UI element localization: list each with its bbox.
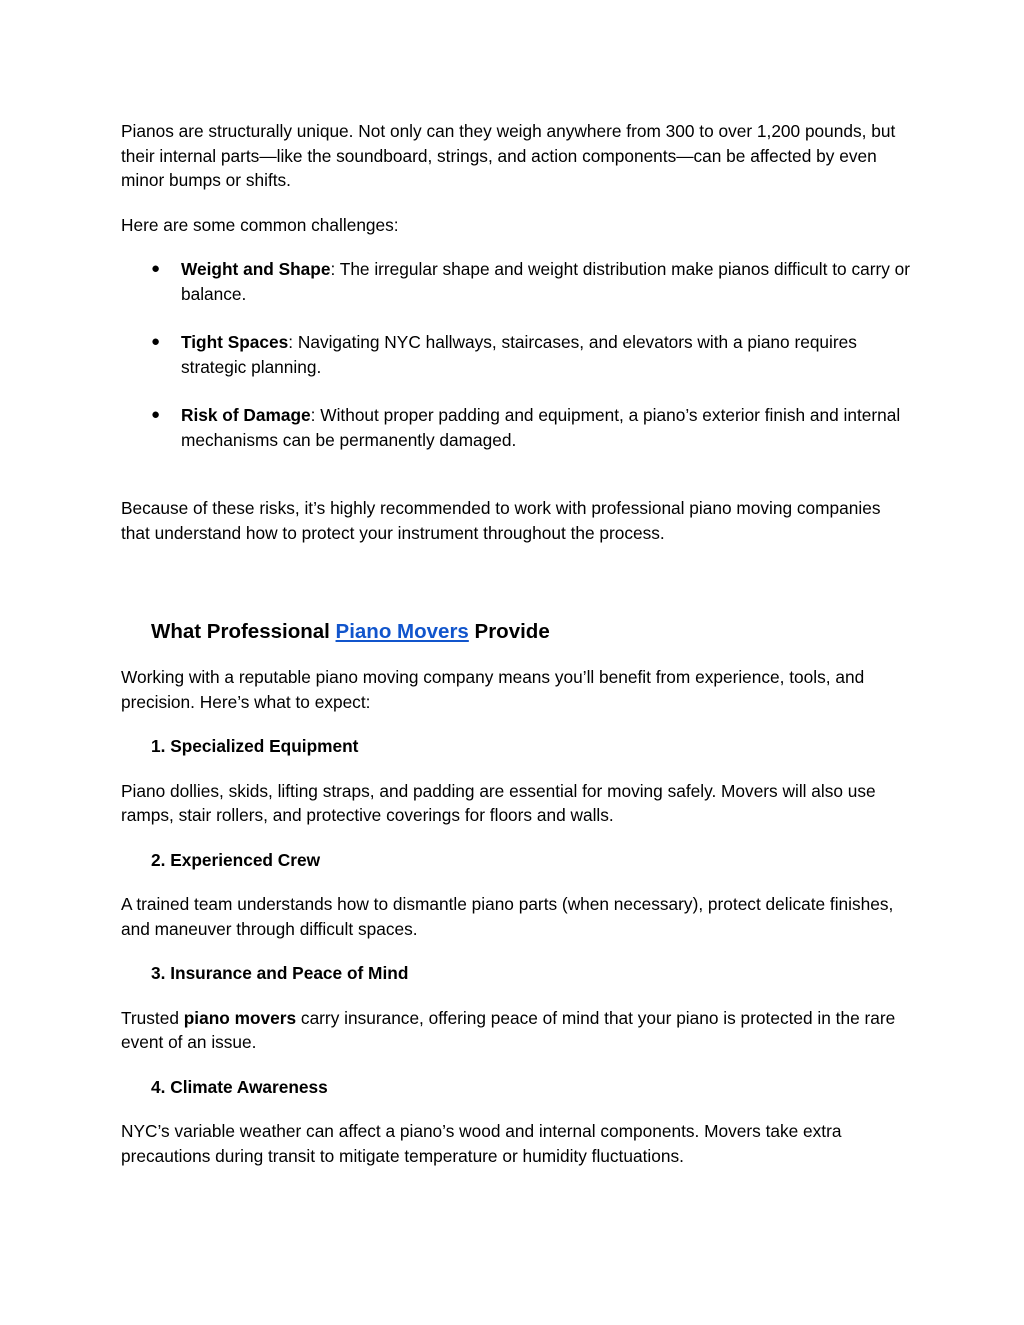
heading-text-before: What Professional [151,620,336,643]
piano-movers-link[interactable]: Piano Movers [335,620,469,643]
subheading-climate: 4. Climate Awareness [151,1076,328,1097]
challenge-text: : Navigating NYC hallways, staircases, and elevators with a piano requires strategic planning. [181,332,857,377]
subheading-insurance: 3. Insurance and Peace of Mind [151,963,409,983]
crew-paragraph: A trained team understands how to dismantle piano parts (when necessary), protect delicate finishes, and maneuver through difficult spaces. [121,894,894,939]
insurance-text-after: carry insurance, offering peace of mind that your piano is protected in the rare event of an issue. [121,1007,896,1052]
insurance-text-before: Trusted [121,1007,184,1028]
challenge-text: : The irregular shape and weight distribution make pianos difficult to carry or balance. [181,259,911,304]
bullet-icon: ● [151,333,161,350]
challenge-term: Tight Spaces [181,332,289,352]
insurance-paragraph [121,1006,911,1055]
challenge-text: : Without proper padding and equipment, a piano’s exterior finish and internal mechanisms can be permanently damaged. [181,405,901,450]
bullet-icon: ● [151,406,161,423]
risks-paragraph: Because of these risks, it’s highly recommended to work with professional piano moving companies that understand how to protect your instrument throughout the process. [121,498,881,543]
bullet-icon: ● [151,260,161,277]
insurance-bold-text: piano movers [183,1007,297,1028]
list-item [121,330,911,379]
heading-text-after: Provide [468,620,550,643]
subheading-equipment: 1. Specialized Equipment [151,736,359,756]
working-paragraph: Working with a reputable piano moving company means you’ll benefit from experience, tools, and precision. Here’s what to expect: [121,667,865,712]
list-item [121,257,911,306]
climate-paragraph: NYC’s variable weather can affect a piano’s wood and internal components. Movers take extra precautions during transit to mitigate temperature or humidity fluctuations. [121,1121,842,1166]
challenges-lead: Here are some common challenges: [121,214,399,235]
challenge-term: Weight and Shape [181,259,331,279]
list-item [121,403,911,452]
intro-paragraph: Pianos are structurally unique. Not only can they weigh anywhere from 300 to over 1,200 pounds, but their internal parts—like the soundboard, strings, and action components—can be affected by even minor bumps or shifts. [121,121,896,190]
challenges-list [121,257,911,452]
equipment-paragraph: Piano dollies, skids, lifting straps, and padding are essential for moving safely. Movers will also use ramps, stair rollers, and protective coverings for floors and walls. [121,780,876,825]
challenge-term: Risk of Damage [181,405,311,425]
subheading-crew: 2. Experienced Crew [151,849,321,870]
document-page [121,119,911,1168]
section-heading [151,619,911,645]
